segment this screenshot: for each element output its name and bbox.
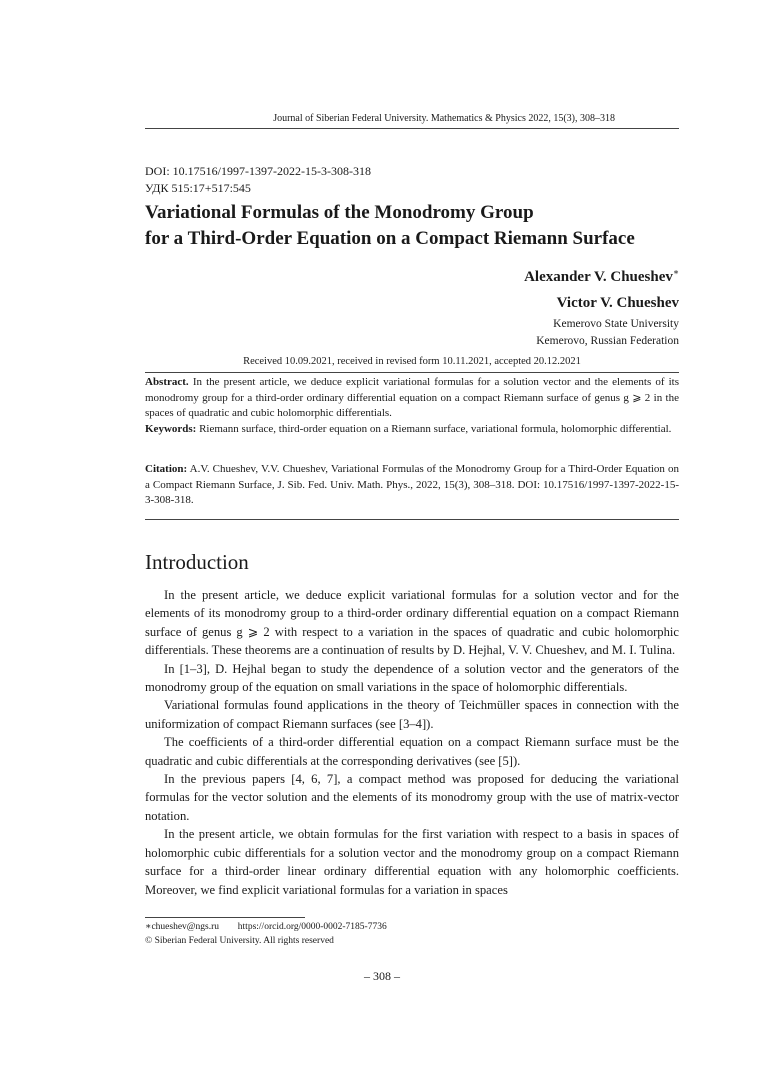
paragraph: In the present article, we deduce explicit variational formulas for a solution vector and for the elements of its monodromy group to a third-order ordinary differential equation on a compact Riemann surface of genus g ⩾ 2 with respect to a variation in the spaces of quadratic and cubic holomorphic differentials. These theorems are a continuation of results by D. Hejhal, V. V. Chueshev, and M. I. Tulina. [145, 588, 679, 658]
paper-title [145, 200, 705, 252]
footnote-email: ∗chueshev@ngs.ru [145, 922, 220, 932]
footnote-contact [145, 920, 387, 934]
keywords-label: Keywords: [145, 423, 197, 435]
paragraph: The coefficients of a third-order differential equation on a compact Riemann surface must be the quadratic and cubic differentials at the corresponding derivatives (see [5]). [145, 735, 679, 768]
footnotes [145, 920, 387, 948]
running-head: Journal of Siberian Federal University. Mathematics & Physics 2022, 15(3), 308–318 [273, 113, 615, 124]
body-text [145, 586, 679, 899]
abstract-top-rule [145, 372, 679, 373]
abstract [145, 375, 679, 422]
abstract-text: In the present article, we deduce explicit variational formulas for a solution vector and the elements of its monodromy group for a third-order ordinary differential equation on a compact Riemann surface of genus g ⩾ 2 in the spaces of quadratic and cubic holomorphic differentials. [145, 376, 680, 419]
author-1-mark: ∗ [672, 267, 679, 277]
section-heading: Introduction [145, 550, 249, 574]
affiliation-line-1: Kemerovo State University [553, 318, 679, 330]
footnote-rule [145, 917, 305, 918]
header-rule [145, 128, 679, 129]
author-1 [524, 262, 679, 288]
keywords-text: Riemann surface, third-order equation on a Riemann surface, variational formula, holomorphic differential. [199, 423, 672, 435]
citation-label: Citation: [145, 463, 188, 475]
page-number: – 308 – [364, 969, 400, 983]
received-dates: Received 10.09.2021, received in revised form 10.11.2021, accepted 20.12.2021 [243, 356, 581, 367]
paragraph: In [1–3], D. Hejhal began to study the dependence of a solution vector and the generators of the monodromy group of the equation on small variations in the space of holomorphic differentials. [145, 661, 679, 695]
paragraph: Variational formulas found applications in the theory of Teichmüller spaces in connection with the uniformization of compact Riemann surfaces (see [3–4]). [145, 698, 679, 731]
author-1-name: Alexander V. Chueshev [524, 269, 673, 285]
udc: УДК 515:17+517:545 [145, 181, 251, 195]
abstract-bottom-rule [145, 519, 679, 520]
affiliation-line-2: Kemerovo, Russian Federation [536, 335, 679, 347]
paragraph: In the present article, we obtain formulas for the first variation with respect to a basis in spaces of holomorphic cubic differentials for a solution vector and the monodromy group on a compact Riemann surface for a third-order linear ordinary differential equation with any holomorphic coefficients. Moreover, we find explicit variational formulas for a variation in spaces [145, 827, 679, 897]
footnote-orcid: https://orcid.org/0000-0002-7185-7736 [237, 922, 387, 932]
paragraph: In the previous papers [4, 6, 7], a compact method was proposed for deducing the variational formulas for the vector solution and the elements of its monodromy group with the use of matrix-vector notation. [145, 772, 679, 823]
citation [145, 462, 679, 509]
abstract-label: Abstract. [145, 376, 189, 388]
doi: DOI: 10.17516/1997-1397-2022-15-3-308-318 [145, 164, 371, 178]
copyright: © Siberian Federal University. All rights reserved [145, 936, 334, 946]
title-line-1: Variational Formulas of the Monodromy Group [145, 202, 534, 223]
keywords [145, 422, 679, 438]
author-2-name: Victor V. Chueshev [556, 295, 679, 311]
author-2 [524, 288, 679, 314]
title-line-2: for a Third-Order Equation on a Compact Riemann Surface [145, 228, 635, 249]
citation-text: A.V. Chueshev, V.V. Chueshev, Variational Formulas of the Monodromy Group for a Third-Order Equation on a Compact Riemann Surface, J. Sib. Fed. Univ. Math. Phys., 2022, 15(3), 308–318. DOI: 10.17516/1997-1397-2022-15-3-308-318. [145, 463, 679, 506]
authors-block [524, 262, 679, 350]
